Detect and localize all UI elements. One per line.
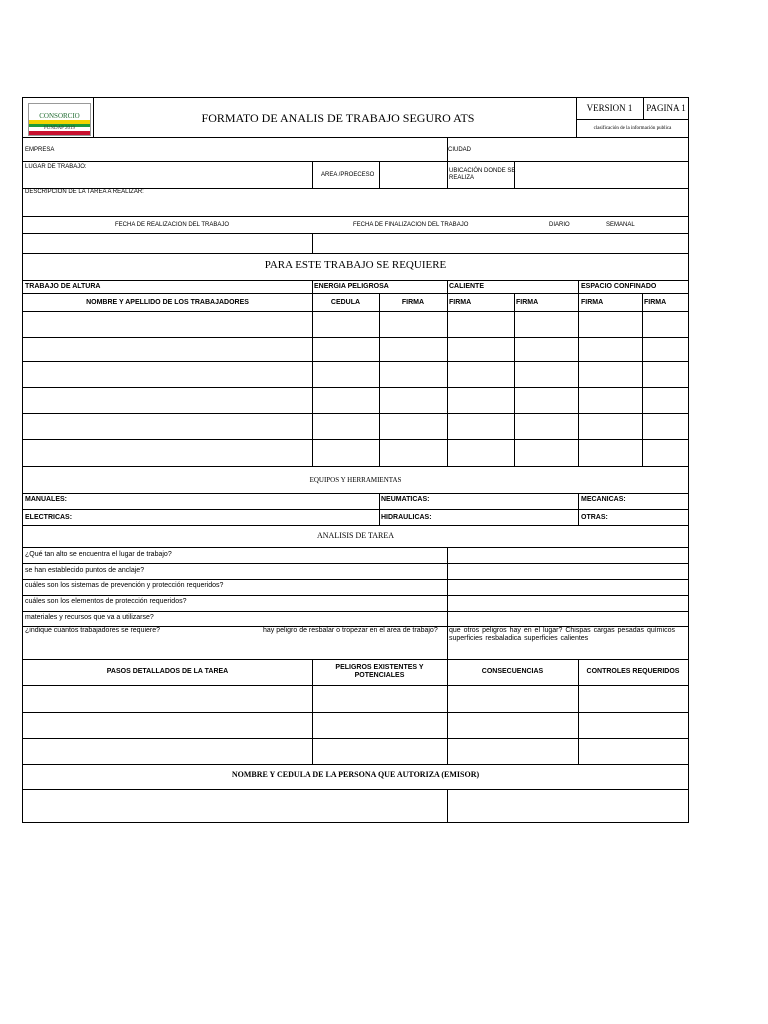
col-firma-5: FIRMA xyxy=(644,299,667,306)
consortium-logo xyxy=(28,103,91,136)
question-height: ¿Qué tan alto se encuentra el lugar de trabajo? xyxy=(25,551,172,558)
grid-line-h xyxy=(23,161,688,162)
grid-line-v xyxy=(312,233,313,253)
grid-line-h xyxy=(23,595,688,596)
grid-line-v xyxy=(379,161,380,188)
grid-line-h xyxy=(23,738,688,739)
hidraulicas-label: HIDRAULICAS: xyxy=(381,514,432,521)
grid-line-v xyxy=(312,161,313,188)
grid-line-h xyxy=(23,439,688,440)
semanal-label: SEMANAL xyxy=(606,222,635,228)
col-firma-1: FIRMA xyxy=(401,299,425,306)
grid-line-v xyxy=(379,293,380,466)
col-controls: CONTROLES REQUERIDOS xyxy=(586,668,680,675)
req-type-energia: ENERGIA PELIGROSA xyxy=(314,283,389,290)
question-prevention-systems: cuáles son los sistemas de prevención y protección requeridos? xyxy=(25,582,224,589)
grid-line-h xyxy=(23,387,688,388)
question-anchor-points: se han establecido puntos de anclaje? xyxy=(25,567,145,574)
grid-line-h xyxy=(23,137,688,138)
grid-line-h xyxy=(23,361,688,362)
analysis-title: ANALISIS DE TAREA xyxy=(317,531,394,540)
grid-line-h xyxy=(23,685,688,686)
question-protection-elements: cuáles son los elementos de protección requeridos? xyxy=(25,598,187,605)
equipment-title: EQUIPOS Y HERRAMIENTAS xyxy=(309,476,402,484)
grid-line-h xyxy=(23,253,688,254)
col-hazards: PELIGROS EXISTENTES Y POTENCIALES xyxy=(335,664,424,679)
classification-label: clasificación de la información publica xyxy=(593,126,672,131)
question-other-hazards: que otros peligros hay en el lugar? Chispas cargas pesadas químicos superficies resbaladica superficies calientes xyxy=(449,627,675,642)
requirements-title: PARA ESTE TRABAJO SE REQUIERE xyxy=(264,259,447,271)
grid-line-v xyxy=(514,293,515,466)
grid-line-h xyxy=(23,337,688,338)
req-type-caliente: CALIENTE xyxy=(449,283,484,290)
col-workers-name: NOMBRE Y APELLIDO DE LOS TRABAJADORES xyxy=(86,299,249,306)
form-title: FORMATO DE ANALIS DE TRABAJO SEGURO ATS xyxy=(201,111,475,125)
col-firma-2: FIRMA xyxy=(449,299,472,306)
grid-line-v xyxy=(642,293,643,466)
question-slip-hazard: hay peligro de resbalar o tropezar en el area de trabajo? xyxy=(263,627,438,634)
grid-line-h xyxy=(23,466,688,467)
grid-line-v xyxy=(447,161,448,188)
grid-line-h xyxy=(23,563,688,564)
page-label: PAGINA 1 xyxy=(646,103,686,113)
ciudad-label: CIUDAD xyxy=(448,147,472,153)
col-consequences: CONSECUENCIAS xyxy=(481,668,544,675)
ats-form xyxy=(22,97,689,823)
grid-line-v xyxy=(578,293,579,466)
logo-text-line2: FUNDAP 2019 xyxy=(43,126,76,131)
grid-line-h xyxy=(23,493,688,494)
empresa-label: EMPRESA xyxy=(25,147,55,153)
version-label: VERSION 1 xyxy=(586,103,633,113)
grid-line-h xyxy=(23,712,688,713)
col-firma-3: FIRMA xyxy=(516,299,539,306)
grid-line-h xyxy=(23,293,688,294)
neumaticas-label: NEUMATICAS: xyxy=(381,496,430,503)
grid-line-v xyxy=(447,293,448,466)
grid-line-h xyxy=(23,413,688,414)
grid-line-v xyxy=(312,293,313,466)
grid-line-h xyxy=(576,119,688,120)
grid-line-h xyxy=(23,547,688,548)
ubicacion-label: UBICACIÓN DONDE SE REALIZA xyxy=(449,168,516,181)
grid-line-h xyxy=(23,280,688,281)
col-cedula: CEDULA xyxy=(330,299,361,306)
question-workers-count: ¿indique cuantos trabajadores se requiere? xyxy=(25,627,161,634)
lugar-trabajo-label: LUGAR DE TRABAJO: xyxy=(25,164,87,170)
fecha-finalizacion-label: FECHA DE FINALIZACION DEL TRABAJO xyxy=(353,222,469,228)
logo-text-line1: CONSORCIO xyxy=(39,112,80,120)
grid-line-v xyxy=(447,789,448,823)
fecha-realizacion-label: FECHA DE REALIZACION DEL TRABAJO xyxy=(115,222,230,228)
grid-line-v xyxy=(578,280,579,293)
col-firma-4: FIRMA xyxy=(581,299,604,306)
col-task-steps: PASOS DETALLADOS DE LA TAREA xyxy=(106,668,229,675)
manuales-label: MANUALES: xyxy=(25,496,67,503)
grid-line-h xyxy=(23,525,688,526)
grid-line-h xyxy=(23,611,688,612)
grid-line-h xyxy=(23,509,688,510)
grid-line-h xyxy=(23,764,688,765)
req-type-altura: TRABAJO DE ALTURA xyxy=(25,283,101,290)
grid-line-v xyxy=(312,280,313,293)
req-type-espacio: ESPACIO CONFINADO xyxy=(581,283,657,290)
grid-line-v xyxy=(447,280,448,293)
electricas-label: ELECTRICAS: xyxy=(25,514,73,521)
grid-line-h xyxy=(23,233,688,234)
diario-label: DIARIO xyxy=(549,222,570,228)
grid-line-h xyxy=(23,579,688,580)
grid-line-h xyxy=(23,659,688,660)
otras-label: OTRAS: xyxy=(581,514,608,521)
question-materials: materiales y recursos que va a utilizarse? xyxy=(25,614,154,621)
descripcion-label: DESCRIPCION DE LA TAREA A REALIZAR: xyxy=(25,189,144,195)
authorization-title: NOMBRE Y CEDULA DE LA PERSONA QUE AUTORIZA (EMISOR) xyxy=(231,770,480,779)
mecanicas-label: MECANICAS: xyxy=(581,496,626,503)
area-proceso-label: AREA /PROECESO xyxy=(321,172,375,178)
grid-line-h xyxy=(23,311,688,312)
grid-line-h xyxy=(23,216,688,217)
grid-line-h xyxy=(23,789,688,790)
